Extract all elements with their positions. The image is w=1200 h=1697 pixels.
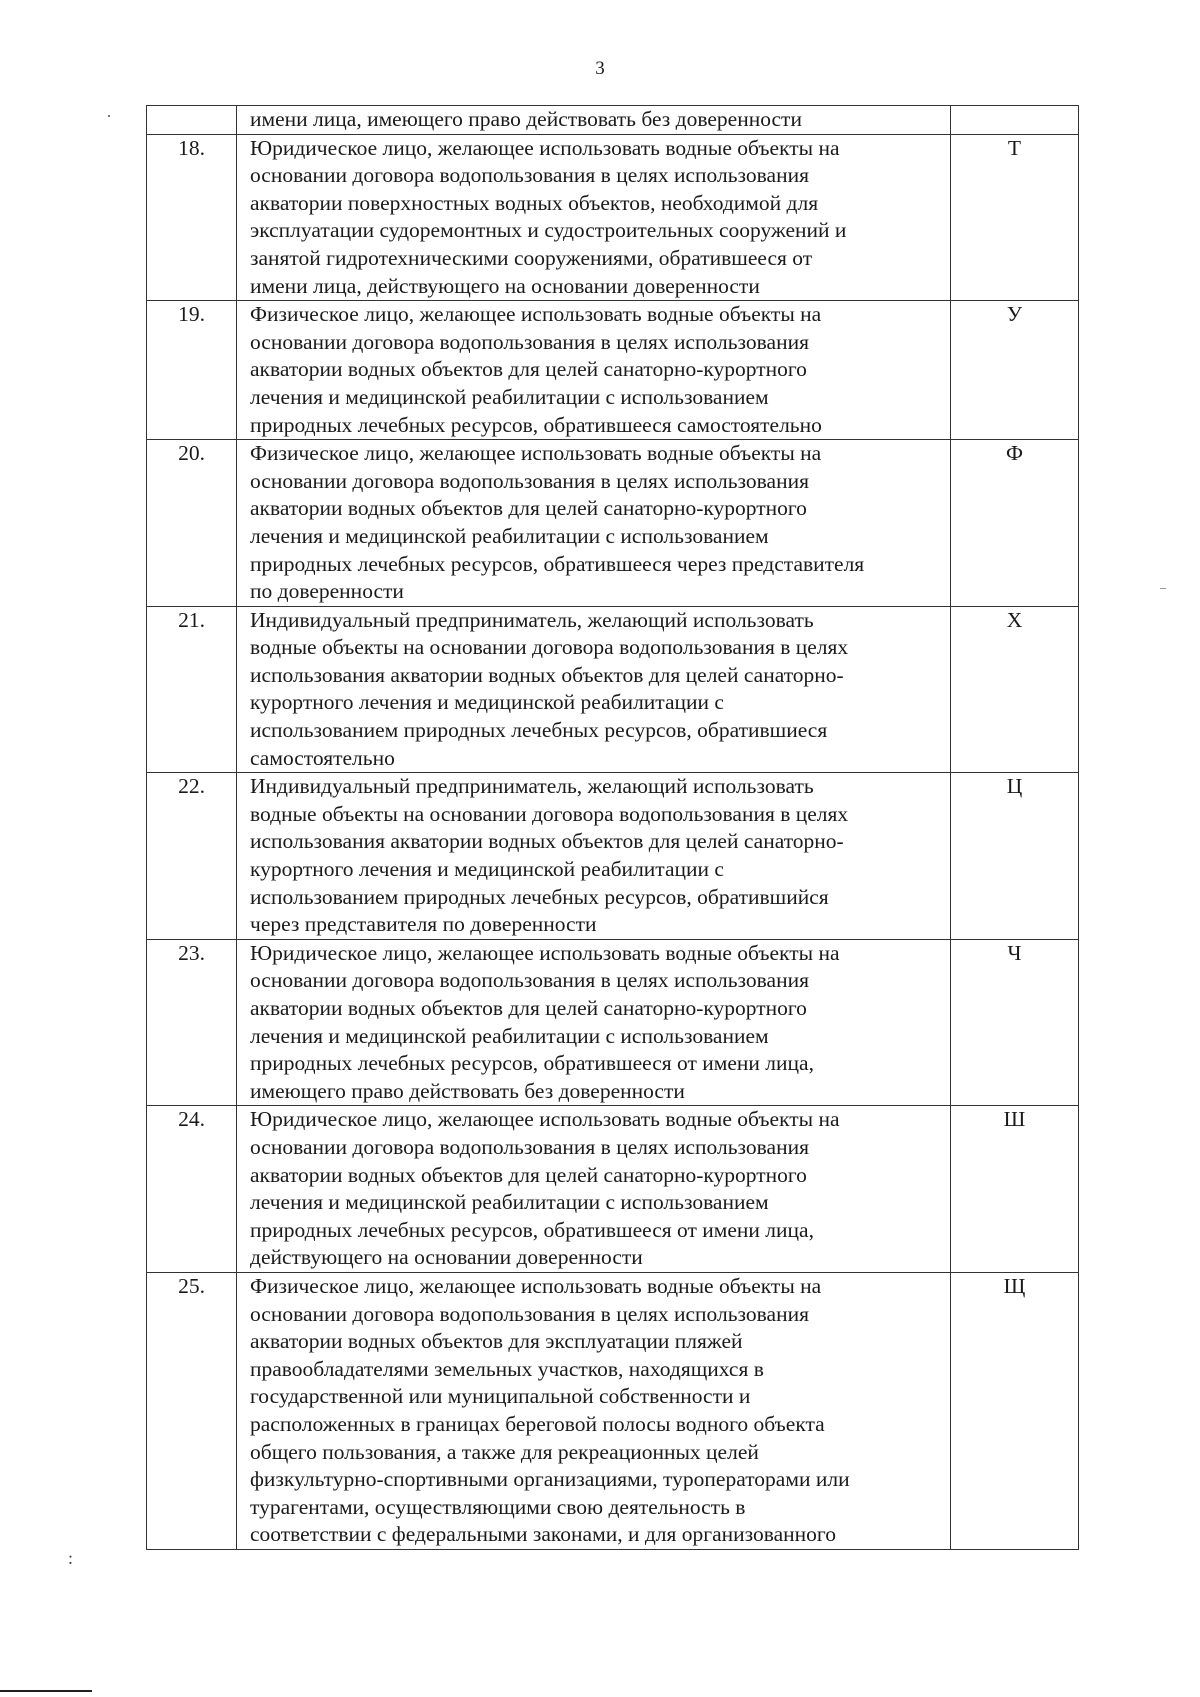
- scan-speck: [108, 115, 110, 117]
- row-number: 25.: [147, 1272, 237, 1549]
- row-code: Т: [951, 134, 1079, 301]
- row-number: 18.: [147, 134, 237, 301]
- row-code: Ф: [951, 440, 1079, 607]
- row-number: 19.: [147, 301, 237, 440]
- row-number: 20.: [147, 440, 237, 607]
- table-row: [147, 301, 1079, 440]
- table-row: [147, 1272, 1079, 1549]
- row-code: Ч: [951, 939, 1079, 1106]
- row-description: Индивидуальный предприниматель, желающий использовать водные объекты на основании договора водопользования в целях использования акватории водных объектов для целей санаторно- курортного лечения и медицинской реабилитации с использованием природных лечебных ресурсов, обратившиеся самостоятельно: [237, 606, 951, 773]
- row-code: У: [951, 301, 1079, 440]
- row-description: Физическое лицо, желающее использовать водные объекты на основании договора водопользования в целях использования акватории водных объектов для целей санаторно-курортного лечения и медицинской реабилитации с использованием природных лечебных ресурсов, обратившееся через представителя по доверенности: [237, 440, 951, 607]
- bottom-rule: [0, 1690, 92, 1692]
- table-row: [147, 1106, 1079, 1273]
- table-row: [147, 134, 1079, 301]
- row-number: 22.: [147, 773, 237, 940]
- row-description: Юридическое лицо, желающее использовать водные объекты на основании договора водопользования в целях использования акватории водных объектов для целей санаторно-курортного лечения и медицинской реабилитации с использованием природных лечебных ресурсов, обратившееся от имени лица, действующего на основании доверенности: [237, 1106, 951, 1273]
- row-description: Юридическое лицо, желающее использовать водные объекты на основании договора водопользования в целях использования акватории поверхностных водных объектов, необходимой для эксплуатации судоремонтных и судостроительных сооружений и занятой гидротехническими сооружениями, обратившееся от имени лица, действующего на основании доверенности: [237, 134, 951, 301]
- row-code: Ц: [951, 773, 1079, 940]
- scan-speck: [1160, 588, 1166, 589]
- row-description: Физическое лицо, желающее использовать водные объекты на основании договора водопользования в целях использования акватории водных объектов для эксплуатации пляжей правообладателями земельных участков, находящихся в государственной или муниципальной собственности и расположенных в границах береговой полосы водного объекта общего пользования, а также для рекреационных целей физкультурно-спортивными организациями, туроператорами или турагентами, осуществляющими свою деятельность в соответствии с федеральными законами, и для организованного: [237, 1272, 951, 1549]
- row-code: [951, 106, 1079, 135]
- row-number: 21.: [147, 606, 237, 773]
- page-number: 3: [595, 58, 605, 79]
- row-description: Физическое лицо, желающее использовать водные объекты на основании договора водопользования в целях использования акватории водных объектов для целей санаторно-курортного лечения и медицинской реабилитации с использованием природных лечебных ресурсов, обратившееся самостоятельно: [237, 301, 951, 440]
- row-description: Юридическое лицо, желающее использовать водные объекты на основании договора водопользования в целях использования акватории водных объектов для целей санаторно-курортного лечения и медицинской реабилитации с использованием природных лечебных ресурсов, обратившееся от имени лица, имеющего право действовать без доверенности: [237, 939, 951, 1106]
- applicant-categories-table: [146, 105, 1079, 1550]
- table-row: [147, 939, 1079, 1106]
- row-description: Индивидуальный предприниматель, желающий использовать водные объекты на основании договора водопользования в целях использования акватории водных объектов для целей санаторно- курортного лечения и медицинской реабилитации с использованием природных лечебных ресурсов, обратившийся через представителя по доверенности: [237, 773, 951, 940]
- row-code: Ш: [951, 1106, 1079, 1273]
- row-number: [147, 106, 237, 135]
- row-description: имени лица, имеющего право действовать без доверенности: [237, 106, 951, 135]
- row-code: Щ: [951, 1272, 1079, 1549]
- table-row: [147, 106, 1079, 135]
- row-number: 24.: [147, 1106, 237, 1273]
- table-row: [147, 440, 1079, 607]
- margin-mark: :: [68, 1548, 74, 1568]
- table-row: [147, 606, 1079, 773]
- row-number: 23.: [147, 939, 237, 1106]
- row-code: Х: [951, 606, 1079, 773]
- table-row: [147, 773, 1079, 940]
